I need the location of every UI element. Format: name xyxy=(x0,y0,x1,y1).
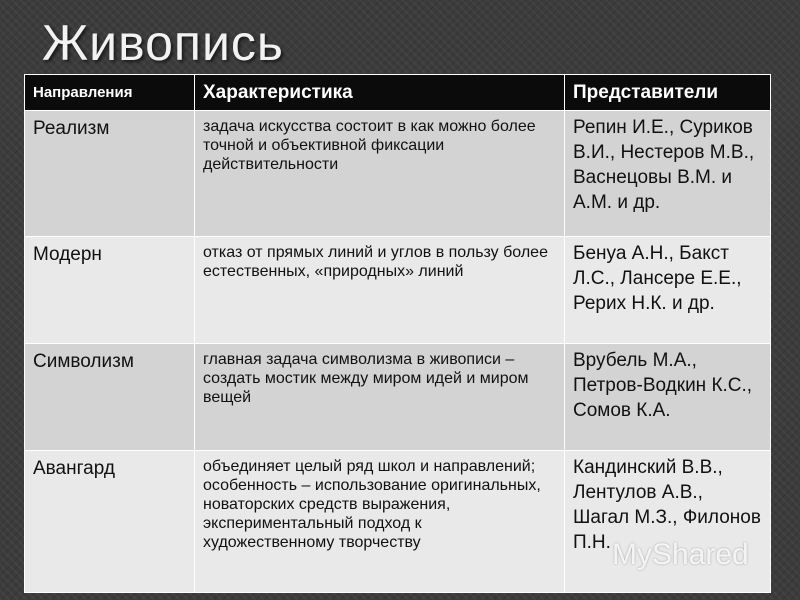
cell-representatives: Врубель М.А., Петров-Водкин К.С., Сомов К.А. xyxy=(565,344,771,451)
cell-direction: Символизм xyxy=(25,344,195,451)
cell-description: главная задача символизма в живописи – создать мостик между миром идей и миром вещей xyxy=(195,344,565,451)
cell-description: задача искусства состоит в как можно более точной и объективной фиксации действительности xyxy=(195,111,565,237)
header-directions: Направления xyxy=(25,75,195,111)
cell-direction: Реализм xyxy=(25,111,195,237)
cell-direction: Авангард xyxy=(25,451,195,593)
cell-representatives: Репин И.Е., Суриков В.И., Нестеров М.В., Васнецовы В.М. и А.М. и др. xyxy=(565,111,771,237)
table-header-row xyxy=(25,75,771,111)
cell-representatives: Кандинский В.В., Лентулов А.В., Шагал М.З., Филонов П.Н. xyxy=(565,451,771,593)
header-representatives: Представители xyxy=(565,75,771,111)
table-row xyxy=(25,237,771,344)
cell-representatives: Бенуа А.Н., Бакст Л.С., Лансере Е.Е., Рерих Н.К. и др. xyxy=(565,237,771,344)
page-title: Живопись xyxy=(42,15,284,71)
table-row xyxy=(25,344,771,451)
watermark-logo: MyShared xyxy=(612,538,749,571)
header-characteristics: Характеристика xyxy=(195,75,565,111)
cell-description: объединяет целый ряд школ и направлений; особенность – использование оригинальных, новаторских средств выражения, экспериментальный подход к художественному творчеству xyxy=(195,451,565,593)
cell-description: отказ от прямых линий и углов в пользу более естественных, «природных» линий xyxy=(195,237,565,344)
cell-direction: Модерн xyxy=(25,237,195,344)
table-row xyxy=(25,111,771,237)
painting-table xyxy=(24,74,771,593)
